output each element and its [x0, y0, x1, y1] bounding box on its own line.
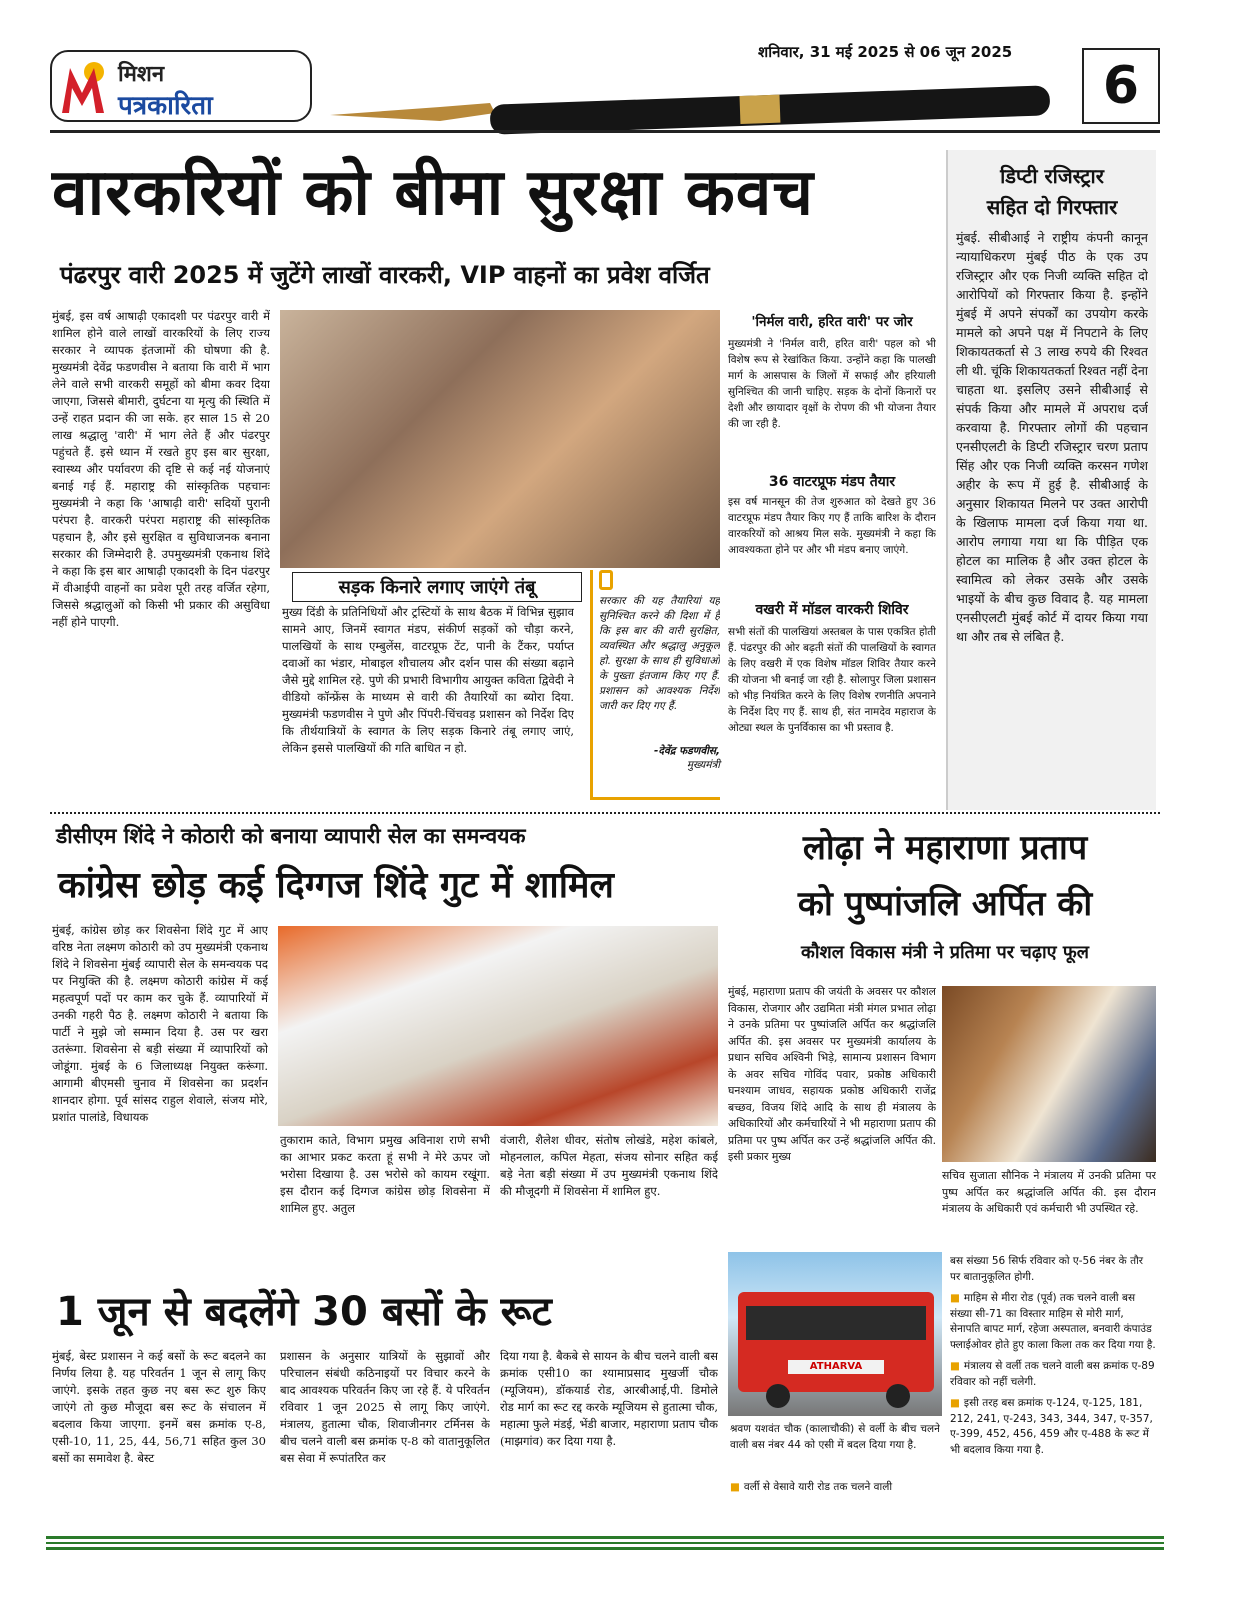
header-rule — [50, 130, 1160, 133]
sidebar-text: मुंबई. सीबीआई ने राष्ट्रीय कंपनी कानून न्यायाधिकरण मुंबई पीठ के एक उप रजिस्ट्रार और एक निजी व्यक्ति सहित दो आरोपियों को गिरफ्तार किया है. इन्होंने मुंबई में अपने संपर्कों का उपयोग करके मामले को अपने पक्ष में निपटाने के लिए शिकायतकर्ता से 3 लाख रुपये की रिश्वत ली थी. चूंकि शिकायतकर्ता रिश्वत नहीं देना चाहता था. इसलिए उसने सीबीआई से संपर्क किया और मामले में अपराध दर्ज करवाया है. गिरफ्तार लोगों की पहचान एनसीएलटी के डिप्टी रजिस्ट्रार चरण प्रताप सिंह और एक निजी व्यक्ति करसन गणेश अहीर के रूप में हुई है. सीबीआई के अनुसार शिकायत मिलने पर उक्त आरोपी के खिलाफ मामला दर्ज किया गया था. आरोप लगाया गया था कि पीड़ित एक होटल का मालिक है और उक्त होटल के स्वामित्व को लेकर उसके और उसके भाइयों के बीच कुछ विवाद है. यह मामला एनसीएलटी मुंबई कोर्ट में दायर किया गया था और तब से लंबित है. — [956, 230, 1148, 644]
issue-date: शनिवार, 31 मई 2025 से 06 जून 2025 — [758, 43, 1013, 61]
nirmal-heading: 'निर्मल वारी, हरित वारी' पर जोर — [751, 314, 913, 330]
bus-column-3: दिया गया है. बैकबे से सायन के बीच चलने वाली बस क्रमांक एसी10 का श्यामाप्रसाद मुखर्जी चौक (म्यूजियम), डॉकयार्ड रोड, आरबीआई,पी. डिमोले रोड मार्ग का रूट रद्द करके म्यूजियम से हुतात्मा चौक, महात्मा फुले मंडई, भेंडी बाजार, महाराणा प्रताप चौक (माझगांव) कर दिया गया है. — [500, 1349, 718, 1448]
lead-subheadline: पंढरपुर वारी 2025 में जुटेंगे लाखों वारकरी, VIP वाहनों का प्रवेश वर्जित — [60, 261, 710, 289]
tent-heading: सड़क किनारे लगाए जाएंगे तंबू — [292, 572, 582, 602]
bus-bullet-1: ■ माहिम से मीरा रोड (पूर्व) तक चलने वाली बस संख्या सी-71 का विस्तार माहिम से मोरी मार्ग, सेनापति बापट मार्ग, रहेजा अस्पताल, बनवारी कंपाउंड फ्लाईओवर होते हुए काला किला तक कर दिया गया है. — [950, 1291, 1156, 1353]
quote-box — [590, 570, 720, 800]
quote-role: मुख्यमंत्री — [686, 759, 720, 771]
pen-illustration — [320, 55, 1080, 135]
shinde-column-3: वंजारी, शैलेश धीवर, संतोष लोखंडे, महेश कांबले, मोहनलाल, कपिल मेहता, संजय सोनार सहित कई बड़े नेता बड़ी संख्या में उप मुख्यमंत्री एकनाथ शिंदे की मौजूदगी में शिवसेना में शामिल हुए. — [500, 1133, 718, 1198]
wari-procession-photo — [280, 310, 720, 568]
bus-caption-2: ■ वर्ली से वेसावे यारी रोड तक चलने वाली — [730, 1480, 940, 1498]
shinde-column-1: मुंबई, कांग्रेस छोड़ कर शिवसेना शिंदे गुट में आए वरिष्ठ नेता लक्ष्मण कोठारी को उप मुख्यमंत्री एकनाथ शिंदे ने शिवसेना मुंबई व्यापारी सेल के समन्वयक पद पर नियुक्ति की है. लक्ष्मण कोठारी कांग्रेस में कई महत्वपूर्ण पदों पर काम कर चुके हैं. व्यापारियों में उनकी गहरी पैठ है. लक्ष्मण कोठारी ने बताया कि पार्टी ने मुझे जो सम्मान दिया है. उस पर खरा उतरूंगा. शिवसेना से बड़ी संख्या में व्यापारियों को जोडूंगा. मुंबई के 6 जिलाध्यक्ष नियुक्त करूंगा. आगामी बीएमसी चुनाव में शिवसेना का प्रदर्शन शानदार होगा. पूर्व सांसद राहुल शेवाले, संजय मोरे, प्रशांत पालांडे, विधायक — [52, 923, 268, 1124]
lodha-subheadline: कौशल विकास मंत्री ने प्रतिमा पर चढ़ाए फूल — [801, 942, 1089, 963]
lodha-tribute-photo — [942, 986, 1156, 1162]
section-divider — [50, 812, 1160, 814]
shinde-headline: कांग्रेस छोड़ कई दिग्गज शिंदे गुट में शामिल — [58, 865, 614, 906]
masthead-logo — [50, 50, 312, 122]
logo-line1: मिशन — [118, 62, 165, 87]
bus-photo — [728, 1252, 942, 1416]
logo-mark — [60, 58, 110, 116]
lead-headline: वारकरियों को बीमा सुरक्षा कवच — [52, 156, 815, 230]
camp-heading: वखरी में मॉडल वारकरी शिविर — [755, 602, 909, 618]
bus-column-2: प्रशासन के अनुसार यात्रियों के सुझावों और परिचालन संबंधी कठिनाइयों पर विचार करने के बाद आवश्यक परिवर्तन किए जा रहे हैं. ये परिवर्तन रविवार 1 जून 2025 से लागू किए जाएंगे. मंत्रालय, हुतात्मा चौक, शिवाजीनगर टर्मिनस के बीच चलने वाली बस क्रमांक ए-8 को वातानुकूलित बस सेवा में रूपांतरित कर — [280, 1349, 490, 1465]
shinde-kicker: डीसीएम शिंदे ने कोठारी को बनाया व्यापारी सेल का समन्वयक — [56, 824, 526, 848]
nirmal-text: मुख्यमंत्री ने 'निर्मल वारी, हरित वारी' पहल को भी विशेष रूप से रेखांकित किया. उन्होंने कहा कि पालखी मार्ग के आसपास के जिलों में सफाई और हरियाली सुनिश्चित की जानी चाहिए. सड़क के दोनों किनारों पर देशी और छायादार वृक्षों के रोपण की भी योजना तैयार की जा रही है. — [728, 338, 936, 430]
bus-bullet-3: ■ इसी तरह बस क्रमांक ए-124, ए-125, 181, 212, 241, ए-243, 343, 344, 347, ए-357, ए-399, 452, 456, 459 और ए-488 के रूट में भी बदलाव किया गया है. — [950, 1396, 1156, 1458]
lodha-column-2: सचिव सुजाता सौनिक ने मंत्रालय में उनकी प्रतिमा पर पुष्प अर्पित कर श्रद्धांजलि अर्पित की. इस दौरान मंत्रालय के अधिकारी एवं कर्मचारी भी उपस्थित रहे. — [942, 1169, 1156, 1215]
camp-text: सभी संतों की पालखियां अस्तबल के पास एकत्रित होती हैं. पंढरपुर की ओर बढ़ती संतों की पालखियों के स्वागत के लिए वखरी में एक विशेष मॉडल शिविर तैयार करने की योजना भी बनाई जा रही है. सोलापुर जिला प्रशासन को भीड़ नियंत्रित करने के लिए विशेष रणनीति अपनाने के निर्देश दिए गए हैं. साथ ही, संत नामदेव महाराज के ओट्या स्थल के पुनर्विकास का भी प्रस्ताव है. — [728, 626, 936, 734]
logo-line2: पत्रकारिता — [118, 91, 213, 121]
bus-caption: श्रवण यशवंत चौक (कालाचौकी) से वर्ली के बीच चलने वाली बस नंबर 44 को एसी में बदल दिया गया है. — [730, 1423, 940, 1451]
bus-right-intro: बस संख्या 56 सिर्फ रविवार को ए-56 नंबर के तौर पर बातानुकूलित होगी. — [950, 1255, 1144, 1283]
quote-icon — [599, 570, 613, 590]
page-number: 6 — [1082, 48, 1160, 124]
tent-text: मुख्य दिंडी के प्रतिनिधियों और ट्रस्टियों के साथ बैठक में विभिन्न सुझाव सामने आए, जिनमें स्वागत मंडप, संकीर्ण सड़कों को चौड़ा करने, पालखियों के साथ एम्बुलेंस, वाटरप्रूफ टेंट, पानी के टैंकर, पर्याप्त दवाओं का भंडार, मोबाइल शौचालय और दर्शन पास की संख्या बढ़ाने जैसे मुद्दे शामिल रहे. पुणे की प्रभारी विभागीय आयुक्त कविता द्विवेदी ने वीडियो कॉन्फ्रेंस के माध्यम से वारी की तैयारियों का ब्योरा दिया. मुख्यमंत्री फडणवीस ने पुणे और पिंपरी-चिंचवड़ प्रशासन को निर्देश दिए कि तीर्थयात्रियों के स्वागत के लिए सड़क किनारे तंबू लगाए जाएं, लेकिन इससे पालखियों की गति बाधित न हो. — [282, 605, 574, 755]
shinde-column-2: तुकाराम काते, विभाग प्रमुख अविनाश राणे सभी का आभार प्रकट करता हूं सभी ने मेरे ऊपर जो भरोसा दिखाया है. उस भरोसे को कायम रखूंगा. इस दौरान कई दिग्गज कांग्रेस छोड़ शिवसेना में शामिल हुए. अतुल — [280, 1133, 490, 1215]
mandap-text: इस वर्ष मानसून की तेज शुरुआत को देखते हुए 36 वाटरप्रूफ मंडप तैयार किए गए हैं ताकि बारिश के दौरान वारकरियों को आश्रय मिल सके. मुख्यमंत्री ने कहा कि आवश्यकता होने पर और भी मंडप बनाए जाएंगे. — [728, 496, 936, 556]
quote-text: सरकार की यह तैयारियां यह सुनिश्चित करने की दिशा में हैं कि इस बार की वारी सुरक्षित, व्यवस्थित और श्रद्धालु अनुकूल हो. सुरक्षा के साथ ही सुविधाओं के पुख्ता इंतजाम किए गए हैं. प्रशासन को आवश्यक निर्देश जारी कर दिए गए हैं. — [599, 595, 720, 712]
footer-rule-3 — [46, 1547, 1164, 1550]
bus-right-panel — [950, 1254, 1156, 1514]
sidebar-heading-2: सहित दो गिरफ्तार — [986, 195, 1118, 219]
lodha-column-1: मुंबई, महाराणा प्रताप की जयंती के अवसर पर कौशल विकास, रोजगार और उद्यमिता मंत्री मंगल प्रभात लोढ़ा ने उनके प्रतिमा पर पुष्पांजलि अर्पित कर श्रद्धांजलि अर्पित की. इस अवसर पर मुख्यमंत्री कार्यालय के प्रधान सचिव अश्विनी भिड़े, सामान्य प्रशासन विभाग के अवर सचिव गोविंद पवार, प्रकोष्ठ अधिकारी घनश्याम जाधव, सहायक प्रकोष्ठ अधिकारी राजेंद्र बच्छव, विजय शिंदे आदि के साथ ही मंत्रालय के अधिकारियों और कर्मचारियों ने भी महाराणा प्रताप की प्रतिमा पर पुष्प अर्पित कर उन्हें श्रद्धांजलि अर्पित की. इसी प्रकार मुख्य — [728, 985, 936, 1163]
lead-column-1: मुंबई, इस वर्ष आषाढ़ी एकादशी पर पंढरपुर वारी में शामिल होने वाले लाखों वारकरियों के लिए राज्य सरकार ने व्यापक इंतजामों की घोषणा की है. मुख्यमंत्री देवेंद्र फडणवीस ने बताया कि वारी में भाग लेने वाले सभी वारकरी समूहों को बीमा कवर दिया जाएगा, जिससे बीमारी, दुर्घटना या मृत्यु की स्थिति में उन्हें राहत प्रदान की जा सके. हर साल 15 से 20 लाख श्रद्धालु 'वारी' में भाग लेते हैं और पंढरपुर पहुंचते हैं. इसे ध्यान में रखते हुए इस बार सुरक्षा, स्वास्थ्य और पर्यावरण की दृष्टि से कई नई योजनाएं बनाई गई हैं. महाराष्ट्र की सांस्कृतिक पहचानः मुख्यमंत्री ने कहा कि 'आषाढ़ी वारी' सदियों पुरानी परंपरा है. वारकरी परंपरा महाराष्ट्र की सांस्कृतिक पहचान है, और इसे सुरक्षित व सुविधाजनक बनाना सरकार की जिम्मेदारी है. उपमुख्यमंत्री एकनाथ शिंदे ने कहा कि इस बार आषाढ़ी एकादशी के दिन पंढरपुर में वीआईपी वाहनों का प्रवेश पूरी तरह वर्जित रहेगा, जिससे श्रद्धालुओं को किसी भी प्रकार की असुविधा नहीं होने पाएगी. — [52, 309, 270, 629]
mandap-heading: 36 वाटरप्रूफ मंडप तैयार — [768, 474, 896, 490]
lodha-headline-1: लोढ़ा ने महाराणा प्रताप — [802, 828, 1088, 868]
sidebar-box — [946, 150, 1156, 810]
footer-rule-2 — [46, 1542, 1164, 1544]
lodha-headline-2: को पुष्पांजलि अर्पित की — [797, 884, 1093, 924]
bus-sign: ATHARVA — [809, 1361, 863, 1372]
bus-headline: 1 जून से बदलेंगे 30 बसों के रूट — [56, 1289, 552, 1335]
sidebar-heading-1: डिप्टी रजिस्ट्रार — [1000, 164, 1104, 188]
bus-bullet-2: ■ मंत्रालय से वर्ली तक चलने वाली बस क्रमांक ए-89 रविवार को नहीं चलेगी. — [950, 1359, 1156, 1390]
bus-column-1: मुंबई, बेस्ट प्रशासन ने कई बसों के रूट बदलने का निर्णय लिया है. यह परिवर्तन 1 जून से लागू किए जाएंगे. इसके तहत कुछ नए बस रूट शुरु किए जाएंगे तो कुछ मौजूदा बस रूट के संचालन में बदलाव किया जाएगा. इनमें बस क्रमांक ए-8, एसी-10, 11, 25, 44, 56,71 सहित कुल 30 बसों का समावेश है. बेस्ट — [52, 1349, 266, 1465]
footer-rule-1 — [46, 1536, 1164, 1539]
shinde-event-photo — [278, 926, 718, 1126]
quote-author: -देवेंद्र फडणवीस, — [654, 745, 720, 757]
